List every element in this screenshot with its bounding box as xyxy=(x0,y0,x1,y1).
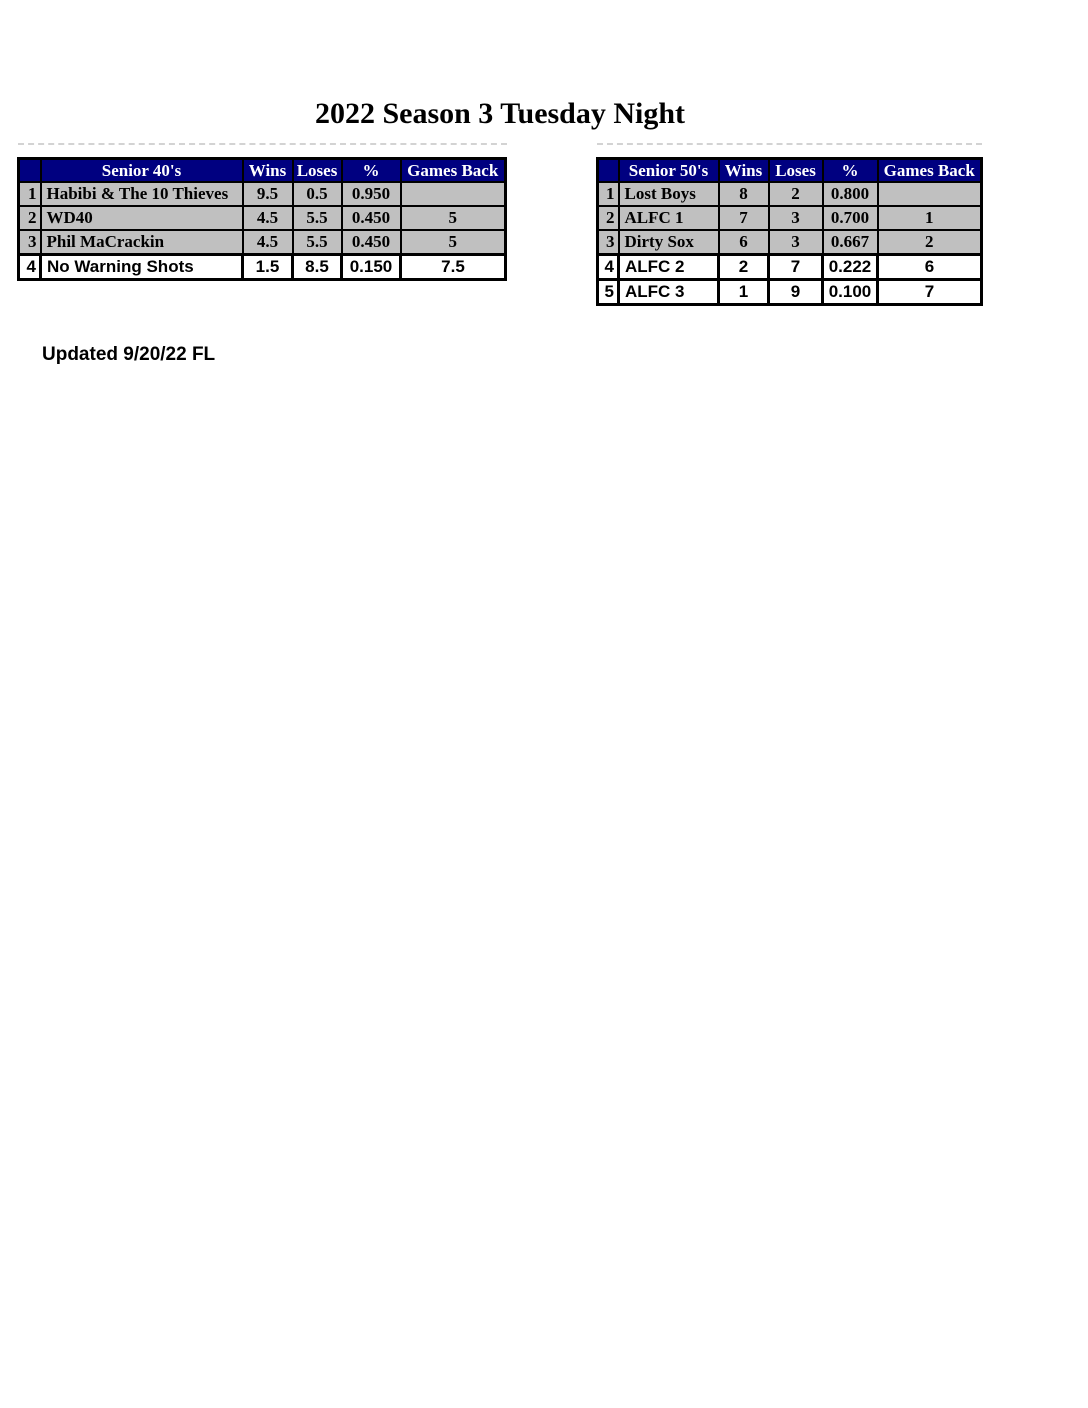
pct-cell: 0.667 xyxy=(823,230,878,255)
column-header-pct: % xyxy=(823,159,878,183)
team-cell: ALFC 2 xyxy=(619,255,719,280)
senior-40s-table xyxy=(17,157,507,281)
column-header-division: Senior 50's xyxy=(619,159,719,183)
updated-note: Updated 9/20/22 FL xyxy=(42,344,216,365)
rank-cell: 1 xyxy=(598,182,619,206)
team-cell: No Warning Shots xyxy=(41,255,243,280)
loses-cell: 3 xyxy=(769,230,823,255)
gridline-artifact xyxy=(18,143,507,145)
rank-cell: 4 xyxy=(19,255,41,280)
column-header-games-back: Games Back xyxy=(878,159,982,183)
gridline-artifact xyxy=(597,143,982,145)
standings-table-senior-50s xyxy=(596,157,983,306)
page-title: 2022 Season 3 Tuesday Night xyxy=(314,97,686,130)
rank-cell: 2 xyxy=(19,206,41,230)
column-header-loses: Loses xyxy=(293,159,342,183)
games-back-cell: 7 xyxy=(878,280,982,305)
column-header-games-back: Games Back xyxy=(401,159,506,183)
games-back-cell: 5 xyxy=(401,206,506,230)
rank-cell: 5 xyxy=(598,280,619,305)
column-header-rank xyxy=(598,159,619,183)
wins-cell: 4.5 xyxy=(243,230,293,255)
column-header-wins: Wins xyxy=(719,159,769,183)
loses-cell: 2 xyxy=(769,182,823,206)
senior-50s-table xyxy=(596,157,983,306)
standings-table-senior-40s xyxy=(17,157,507,281)
wins-cell: 1.5 xyxy=(243,255,293,280)
pct-cell: 0.700 xyxy=(823,206,878,230)
wins-cell: 6 xyxy=(719,230,769,255)
wins-cell: 2 xyxy=(719,255,769,280)
team-cell: Habibi & The 10 Thieves xyxy=(41,182,243,206)
rank-cell: 2 xyxy=(598,206,619,230)
table-row xyxy=(598,206,982,230)
games-back-cell xyxy=(878,182,982,206)
pct-cell: 0.222 xyxy=(823,255,878,280)
games-back-cell: 2 xyxy=(878,230,982,255)
team-cell: Lost Boys xyxy=(619,182,719,206)
column-header-rank xyxy=(19,159,41,183)
column-header-division: Senior 40's xyxy=(41,159,243,183)
pct-cell: 0.450 xyxy=(342,230,401,255)
pct-cell: 0.150 xyxy=(342,255,401,280)
table-row xyxy=(19,206,506,230)
pct-cell: 0.100 xyxy=(823,280,878,305)
games-back-cell: 1 xyxy=(878,206,982,230)
loses-cell: 8.5 xyxy=(293,255,342,280)
rank-cell: 4 xyxy=(598,255,619,280)
column-header-pct: % xyxy=(342,159,401,183)
rank-cell: 3 xyxy=(19,230,41,255)
rank-cell: 1 xyxy=(19,182,41,206)
games-back-cell xyxy=(401,182,506,206)
column-header-wins: Wins xyxy=(243,159,293,183)
rank-cell: 3 xyxy=(598,230,619,255)
loses-cell: 0.5 xyxy=(293,182,342,206)
wins-cell: 4.5 xyxy=(243,206,293,230)
table-row xyxy=(598,230,982,255)
pct-cell: 0.450 xyxy=(342,206,401,230)
table-row xyxy=(598,280,982,305)
team-cell: Phil MaCrackin xyxy=(41,230,243,255)
wins-cell: 7 xyxy=(719,206,769,230)
header-row xyxy=(19,159,506,183)
games-back-cell: 7.5 xyxy=(401,255,506,280)
team-cell: ALFC 1 xyxy=(619,206,719,230)
table-row xyxy=(19,255,506,280)
pct-cell: 0.950 xyxy=(342,182,401,206)
team-cell: Dirty Sox xyxy=(619,230,719,255)
wins-cell: 1 xyxy=(719,280,769,305)
team-cell: WD40 xyxy=(41,206,243,230)
team-cell: ALFC 3 xyxy=(619,280,719,305)
loses-cell: 5.5 xyxy=(293,206,342,230)
pct-cell: 0.800 xyxy=(823,182,878,206)
games-back-cell: 5 xyxy=(401,230,506,255)
table-row xyxy=(19,182,506,206)
table-row xyxy=(598,182,982,206)
header-row xyxy=(598,159,982,183)
games-back-cell: 6 xyxy=(878,255,982,280)
loses-cell: 3 xyxy=(769,206,823,230)
loses-cell: 5.5 xyxy=(293,230,342,255)
loses-cell: 9 xyxy=(769,280,823,305)
column-header-loses: Loses xyxy=(769,159,823,183)
loses-cell: 7 xyxy=(769,255,823,280)
table-row xyxy=(598,255,982,280)
wins-cell: 8 xyxy=(719,182,769,206)
table-row xyxy=(19,230,506,255)
wins-cell: 9.5 xyxy=(243,182,293,206)
